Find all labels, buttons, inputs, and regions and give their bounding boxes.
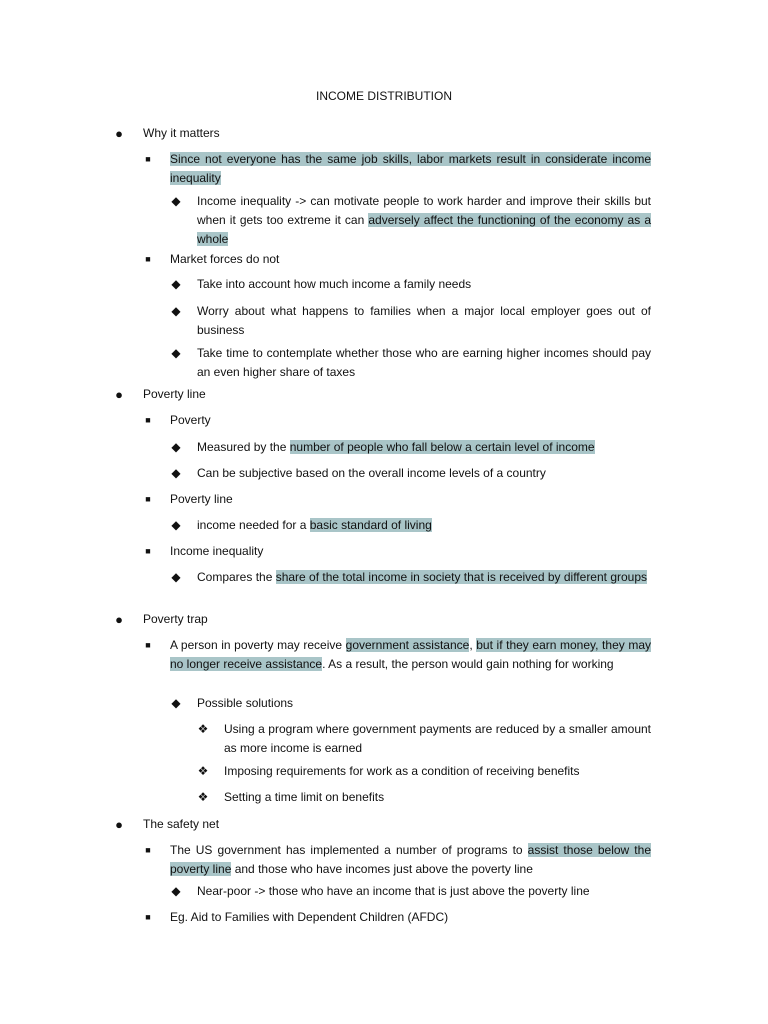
bullet-diamond: ◆ [171, 277, 181, 291]
section-heading: Poverty line [143, 387, 206, 401]
section-heading: Why it matters [143, 126, 220, 140]
list-item-text [170, 150, 651, 188]
bullet-diamond: ◆ [171, 696, 181, 710]
highlight: assist those below the poverty line [170, 843, 651, 876]
bullet-diamond: ◆ [171, 304, 181, 318]
list-item-text: Imposing requirements for work as a condition of receiving benefits [224, 764, 580, 778]
list-item-text: Poverty line [170, 492, 233, 506]
text-run: Income inequality -> can motivate people to work harder and improve their skills but when it gets too extreme it can [197, 194, 651, 227]
bullet-dot: ● [115, 612, 123, 627]
bullet-square: ■ [145, 845, 151, 855]
list-item-text [197, 516, 651, 535]
bullet-square: ■ [145, 154, 151, 164]
bullet-square: ■ [145, 494, 151, 504]
list-item-text [197, 192, 651, 249]
highlight: but if they earn money, they may no longer receive assistance [170, 638, 652, 671]
text-run: The US government has implemented a number of programs to [170, 843, 528, 857]
section-heading: The safety net [143, 817, 220, 831]
highlight: adversely affect the functioning of the economy as a whole [197, 213, 651, 246]
list-item-text: Setting a time limit on benefits [224, 790, 385, 804]
bullet-diamond: ◆ [171, 518, 181, 532]
bullet-square: ■ [145, 640, 151, 650]
text-run: Measured by the [197, 440, 290, 454]
list-item-text: Income inequality [170, 544, 264, 558]
list-item-text: Using a program where government payments are reduced by a smaller amount as more income is earned [224, 722, 651, 755]
list-item-text: Take time to contemplate whether those who are earning higher incomes should pay an even higher share of taxes [197, 346, 651, 379]
bullet-diamond: ◆ [171, 346, 181, 360]
bullet-dot: ● [115, 387, 123, 402]
bullet-square: ■ [145, 912, 151, 922]
list-item-text [197, 438, 651, 457]
list-item-text: Eg. Aid to Families with Dependent Children (AFDC) [170, 910, 449, 924]
list-item-text: Poverty [170, 413, 211, 427]
list-item-text: Possible solutions [197, 696, 294, 710]
document-title: INCOME DISTRIBUTION [315, 89, 452, 103]
bullet-square: ■ [145, 254, 151, 264]
bullet-square: ■ [145, 415, 151, 425]
bullet-diamond: ◆ [171, 466, 181, 480]
list-item-text: Take into account how much income a family needs [197, 277, 472, 291]
section-heading: Poverty trap [143, 612, 208, 626]
list-item-text [170, 841, 651, 879]
text-run: and those who have incomes just above the poverty line [231, 862, 533, 876]
bullet-dot: ● [115, 817, 123, 832]
highlight: basic standard of living [309, 518, 432, 532]
bullet-diamond: ◆ [171, 440, 181, 454]
list-item-text: Worry about what happens to families when a major local employer goes out of business [197, 304, 651, 337]
bullet-fleuron: ❖ [197, 722, 209, 736]
list-item-text: Can be subjective based on the overall income levels of a country [197, 466, 546, 480]
list-item-text [197, 568, 651, 587]
text-run: . As a result, the person would gain nothing for working [322, 657, 614, 671]
bullet-square: ■ [145, 546, 151, 556]
bullet-dot: ● [115, 126, 123, 141]
highlight: number of people who fall below a certain level of income [289, 440, 595, 454]
highlight: Since not everyone has the same job skills, labor markets result in considerate income inequality [170, 152, 651, 185]
bullet-fleuron: ❖ [197, 790, 209, 804]
text-run: Compares the [197, 570, 276, 584]
list-item-text: Market forces do not [170, 252, 280, 266]
text-run: A person in poverty may receive [170, 638, 346, 652]
bullet-diamond: ◆ [171, 194, 181, 208]
text-run: income needed for a [197, 518, 310, 532]
text-run: , [469, 638, 477, 652]
list-item-text: Near-poor -> those who have an income that is just above the poverty line [197, 884, 590, 898]
highlight: government assistance [345, 638, 470, 652]
bullet-diamond: ◆ [171, 570, 181, 584]
bullet-fleuron: ❖ [197, 764, 209, 778]
list-item-text [170, 636, 651, 674]
highlight: share of the total income in society that is received by different groups [275, 570, 648, 584]
bullet-diamond: ◆ [171, 884, 181, 898]
